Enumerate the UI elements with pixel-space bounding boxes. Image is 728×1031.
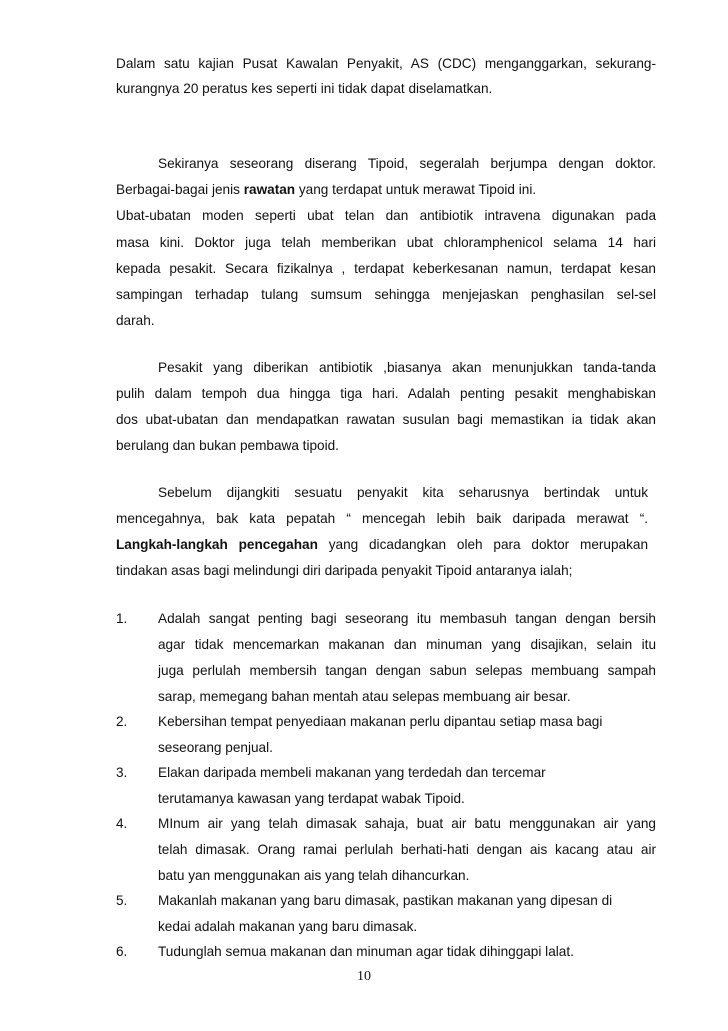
paragraph-line: Dalam satu kajian Pusat Kawalan Penyakit, AS (CDC) menganggarkan, sekurang- <box>116 56 656 71</box>
paragraph-line: sampingan terhadap tulang sumsum sehingga menjejaskan penghasilan sel-sel <box>116 287 656 302</box>
paragraph-line: kurangnya 20 peratus kes seperti ini tidak dapat diselamatkan. <box>116 81 493 96</box>
paragraph-line: darah. <box>116 313 155 328</box>
list-item-line: Makanlah makanan yang baru dimasak, pastikan makanan yang dipesan di <box>158 893 613 908</box>
text-run: Berbagai-bagai jenis <box>116 182 244 197</box>
list-item-line: telah dimasak. Orang ramai perlulah berhati-hati dengan ais kacang atau air <box>158 842 656 857</box>
text-run: yang terdapat untuk merawat Tipoid ini. <box>295 182 537 197</box>
paragraph-line <box>116 181 656 199</box>
paragraph-line: Pesakit yang diberikan antibiotik ,biasanya akan menunjukkan tanda-tanda <box>158 360 656 375</box>
paragraph-line: berulang dan bukan pembawa tipoid. <box>116 438 339 453</box>
list-item-line: batu yan menggunakan ais yang telah dihancurkan. <box>158 868 470 883</box>
paragraph-line: tindakan asas bagi melindungi diri daripada penyakit Tipoid antaranya ialah; <box>116 563 573 578</box>
paragraph-line <box>116 536 648 554</box>
list-item-line: Adalah sangat penting bagi seseorang itu membasuh tangan dengan bersih <box>158 611 656 626</box>
bold-term: Langkah-langkah pencegahan <box>116 537 318 552</box>
list-number: 5. <box>116 893 128 908</box>
paragraph-line: Ubat-ubatan moden seperti ubat telan dan antibiotik intravena digunakan pada <box>116 208 656 223</box>
list-number: 6. <box>116 944 128 959</box>
paragraph-line: Sekiranya seseorang diserang Tipoid, segeralah berjumpa dengan doktor. <box>158 156 656 171</box>
list-item-line: Kebersihan tempat penyediaan makanan perlu dipantau setiap masa bagi <box>158 714 603 729</box>
list-item-line: agar tidak mencemarkan makanan dan minuman yang disajikan, selain itu <box>158 637 656 652</box>
list-item-line: Elakan daripada membeli makanan yang terdedah dan tercemar <box>158 765 546 780</box>
list-item-line: seseorang penjual. <box>158 740 273 755</box>
list-number: 2. <box>116 714 128 729</box>
list-item-line: MInum air yang telah dimasak sahaja, buat air batu menggunakan air yang <box>158 816 656 831</box>
list-number: 3. <box>116 765 128 780</box>
paragraph-line: kepada pesakit. Secara fizikalnya , terdapat keberkesanan namun, terdapat kesan <box>116 261 656 276</box>
paragraph-line: Sebelum dijangkiti sesuatu penyakit kita seharusnya bertindak untuk <box>158 485 648 500</box>
list-number: 1. <box>116 611 128 626</box>
bold-term: rawatan <box>243 182 296 197</box>
text-run: yang dicadangkan oleh para doktor merupakan <box>317 537 649 552</box>
page-number: 10 <box>357 969 371 984</box>
paragraph-line: pulih dalam tempoh dua hingga tiga hari. Adalah penting pesakit menghabiskan <box>116 386 656 401</box>
list-item-line: terutamanya kawasan yang terdapat wabak Tipoid. <box>158 791 465 806</box>
paragraph-line: dos ubat-ubatan dan mendapatkan rawatan susulan bagi memastikan ia tidak akan <box>116 412 656 427</box>
list-item-line: kedai adalah makanan yang baru dimasak. <box>158 919 418 934</box>
list-number: 4. <box>116 816 128 831</box>
list-item-line: juga perlulah membersih tangan dengan sabun selepas membuang sampah <box>158 663 656 678</box>
paragraph-line: masa kini. Doktor juga telah memberikan ubat chloramphenicol selama 14 hari <box>116 235 656 250</box>
paragraph-line: mencegahnya, bak kata pepatah “ mencegah lebih baik daripada merawat “. <box>116 511 648 526</box>
list-item-line: Tudunglah semua makanan dan minuman agar tidak dihinggapi lalat. <box>158 944 574 959</box>
list-item-line: sarap, memegang bahan mentah atau selepas membuang air besar. <box>158 689 571 704</box>
